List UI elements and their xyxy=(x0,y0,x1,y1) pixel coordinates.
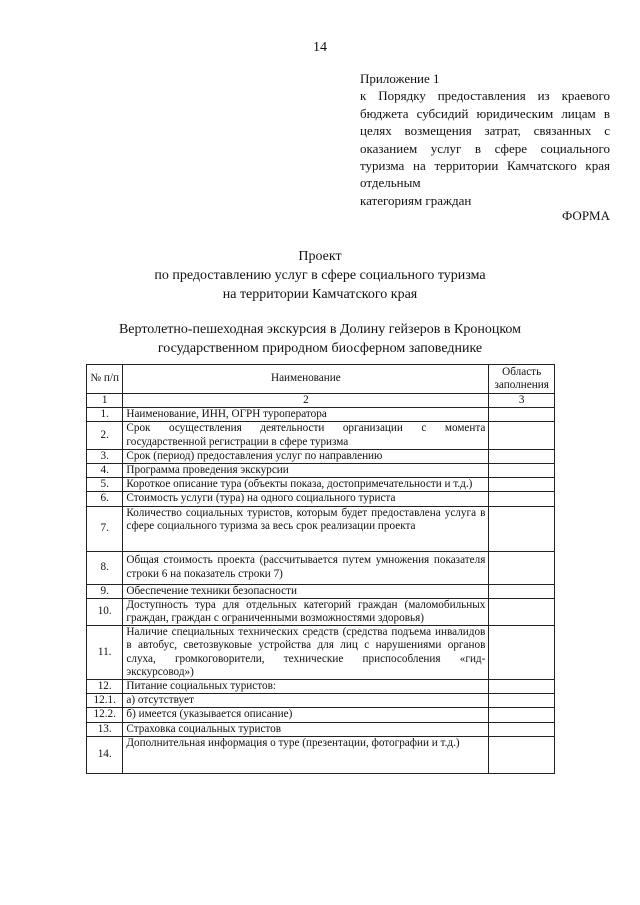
row-number: 11. xyxy=(87,626,123,680)
row-text: Срок осуществления деятельности организации с момента государственной регистрации в сфере туризма xyxy=(123,422,489,449)
row-number: 9. xyxy=(87,584,123,598)
appendix-title: Приложение 1 xyxy=(360,71,440,86)
table-row xyxy=(87,551,555,584)
row-text: Программа проведения экскурсии xyxy=(123,464,489,478)
row-text: Количество социальных туристов, которым будет предоставлена услуга в сфере социального туризма за весь срок реализации проекта xyxy=(123,506,489,551)
row-number: 2. xyxy=(87,422,123,449)
form-label: ФОРМА xyxy=(562,208,610,223)
row-number: 3. xyxy=(87,449,123,463)
row-text: Доступность тура для отдельных категорий граждан (маломобильных граждан, граждан с ограниченными возможностями здоровья) xyxy=(123,598,489,625)
table-row xyxy=(87,478,555,492)
column-number-row xyxy=(87,394,555,408)
table-row xyxy=(87,694,555,708)
fill-cell[interactable] xyxy=(489,492,555,506)
row-number: 5. xyxy=(87,478,123,492)
table-row xyxy=(87,584,555,598)
appendix-last-line: категориям граждан xyxy=(360,192,472,208)
row-text: Обеспечение техники безопасности xyxy=(123,584,489,598)
row-text: Страховка социальных туристов xyxy=(123,722,489,736)
row-text: Питание социальных туристов: xyxy=(123,680,489,694)
fill-cell[interactable] xyxy=(489,464,555,478)
table-row xyxy=(87,464,555,478)
row-number: 10. xyxy=(87,598,123,625)
row-text: Наименование, ИНН, ОГРН туроператора xyxy=(123,408,489,422)
fill-cell[interactable] xyxy=(489,449,555,463)
form-table xyxy=(86,364,555,774)
row-number: 12. xyxy=(87,680,123,694)
appendix-block xyxy=(360,70,610,209)
row-number: 14. xyxy=(87,736,123,773)
project-title-line: Проект xyxy=(298,249,342,264)
row-text: Дополнительная информация о туре (презентации, фотографии и т.д.) xyxy=(123,736,489,773)
table-row xyxy=(87,722,555,736)
row-text: б) имеется (указывается описание) xyxy=(123,708,489,722)
col-number: 1 xyxy=(87,394,123,408)
fill-cell[interactable] xyxy=(489,506,555,551)
row-text: Наличие специальных технических средств (средства подъема инвалидов в автобус, светозвуковые устройства для лиц с нарушениями органов слуха, громкоговорители, технические приспособления «гид-экскурсовод») xyxy=(123,626,489,680)
fill-cell[interactable] xyxy=(489,478,555,492)
row-text: а) отсутствует xyxy=(123,694,489,708)
table-row xyxy=(87,422,555,449)
tour-title xyxy=(0,320,640,358)
row-number: 6. xyxy=(87,492,123,506)
header-name: Наименование xyxy=(123,365,489,394)
fill-cell[interactable] xyxy=(489,551,555,584)
fill-cell[interactable] xyxy=(489,584,555,598)
table-header-row xyxy=(87,365,555,394)
fill-cell[interactable] xyxy=(489,694,555,708)
fill-cell[interactable] xyxy=(489,708,555,722)
table-row xyxy=(87,708,555,722)
row-text: Срок (период) предоставления услуг по направлению xyxy=(123,449,489,463)
row-number: 4. xyxy=(87,464,123,478)
fill-cell[interactable] xyxy=(489,626,555,680)
fill-cell[interactable] xyxy=(489,736,555,773)
row-number: 12.2. xyxy=(87,708,123,722)
table-row xyxy=(87,492,555,506)
table-row xyxy=(87,449,555,463)
row-number: 12.1. xyxy=(87,694,123,708)
header-num: № п/п xyxy=(87,365,123,394)
fill-cell[interactable] xyxy=(489,408,555,422)
table-row xyxy=(87,408,555,422)
table-row xyxy=(87,736,555,773)
table-row xyxy=(87,680,555,694)
row-number: 7. xyxy=(87,506,123,551)
row-number: 1. xyxy=(87,408,123,422)
appendix-body: к Порядку предоставления из краевого бюджета субсидий юридическим лицам в целях возмещения затрат, связанных с оказанием услуг в сфере социального туризма на территории Камчатского края отдельным xyxy=(360,88,610,191)
row-text: Короткое описание тура (объекты показа, достопримечательности и т.д.) xyxy=(123,478,489,492)
table-row xyxy=(87,626,555,680)
row-text: Стоимость услуги (тура) на одного социального туриста xyxy=(123,492,489,506)
page-number: 14 xyxy=(313,40,327,55)
header-field: Область заполнения xyxy=(489,365,555,394)
project-title-line: на территории Камчатского края xyxy=(222,287,418,302)
fill-cell[interactable] xyxy=(489,422,555,449)
project-title xyxy=(0,247,640,304)
row-number: 13. xyxy=(87,722,123,736)
tour-title-line: государственном природном биосферном заповеднике xyxy=(157,341,483,356)
col-number: 2 xyxy=(123,394,489,408)
fill-cell[interactable] xyxy=(489,680,555,694)
tour-title-line: Вертолетно-пешеходная экскурсия в Долину гейзеров в Кроноцком xyxy=(118,322,522,337)
fill-cell[interactable] xyxy=(489,598,555,625)
col-number: 3 xyxy=(489,394,555,408)
fill-cell[interactable] xyxy=(489,722,555,736)
table-row xyxy=(87,598,555,625)
table-row xyxy=(87,506,555,551)
project-title-line: по предоставлению услуг в сфере социального туризма xyxy=(154,268,486,283)
row-text: Общая стоимость проекта (рассчитывается путем умножения показателя строки 6 на показатель строки 7) xyxy=(123,551,489,584)
row-number: 8. xyxy=(87,551,123,584)
